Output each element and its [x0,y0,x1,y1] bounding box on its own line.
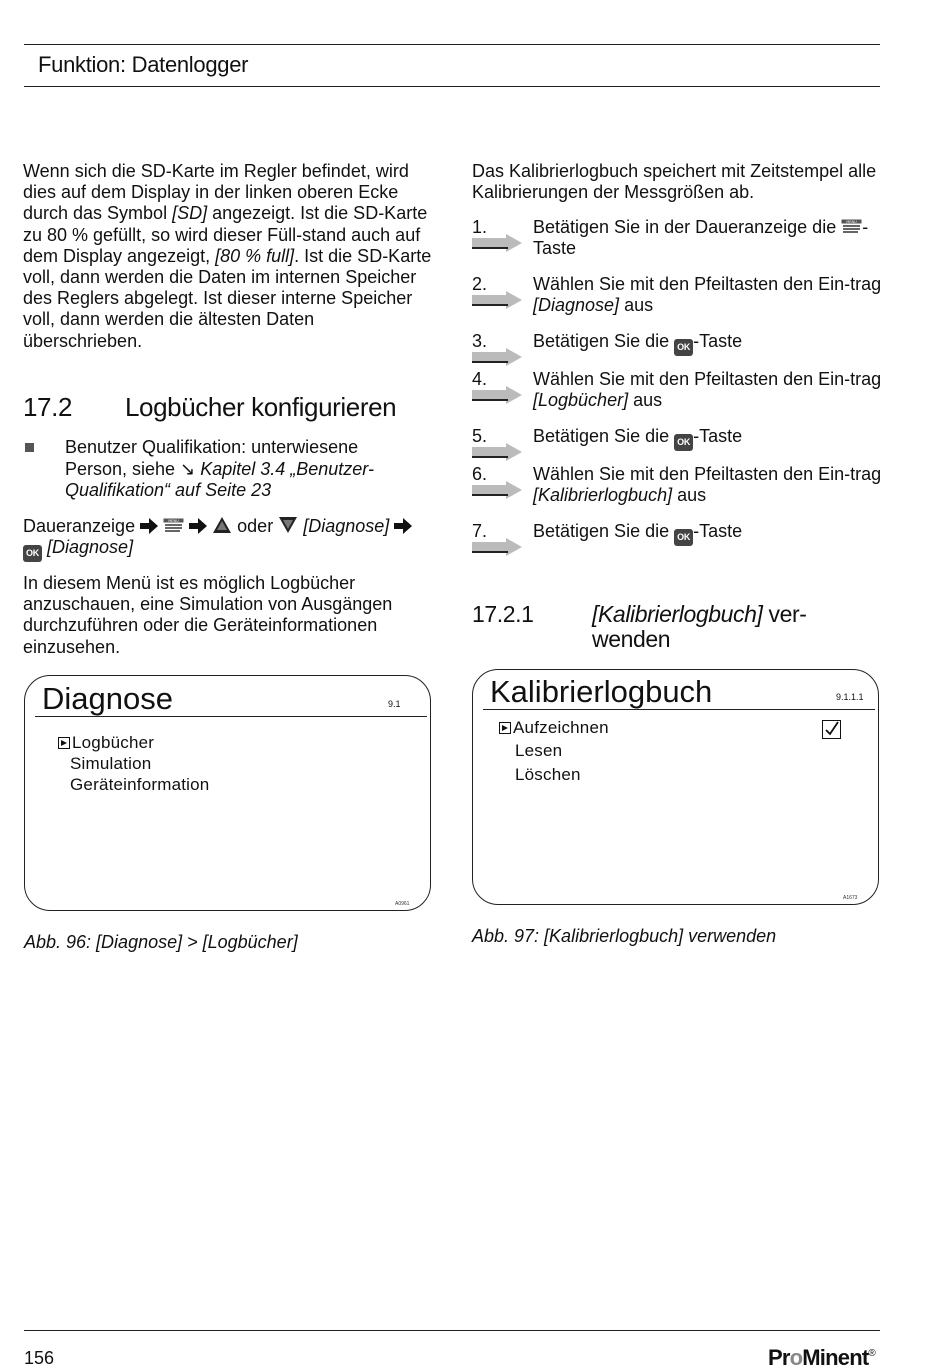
screen-item-aufzeichnen[interactable]: Aufzeichnen [499,718,609,738]
step-number: 5. [472,426,488,446]
screen-item-loeschen[interactable]: Löschen [515,765,581,784]
checked-checkbox-icon[interactable] [822,720,841,739]
bullet-square-icon [25,443,34,452]
step-item [472,274,892,316]
step-number: 2. [472,274,488,294]
arrow-down-key-icon [278,516,298,534]
section-title: Logbücher konfigurieren [125,392,397,422]
section-number: 17.2 [23,392,73,422]
step-item [472,369,892,411]
screen-item-geraeteinformation[interactable]: Geräteinformation [70,775,210,794]
screen-code: 9.1 [388,699,401,709]
screen-title: Diagnose [42,681,173,716]
image-id: A0961 [395,901,410,907]
screen-title-rule [483,709,875,710]
header-bottom-rule [24,86,880,87]
screen-item-logbuecher[interactable]: Logbücher [58,733,154,753]
subsection-heading-17-2-1: 17.2.1 [Kalibrierlogbuch] ver- wenden [472,601,807,652]
step-number: 6. [472,464,488,484]
page-number: 156 [24,1348,55,1368]
arrow-right-icon [394,518,412,534]
step-number: 4. [472,369,488,389]
chapter-link[interactable]: Kapitel 3.4 „Benutzer-Qualifikation“ auf Seite 23 [65,458,374,500]
qualification-label: Benutzer Qualifikation: [65,437,247,457]
ok-key-icon: OK [674,529,693,546]
step-text: Betätigen Sie in der Daueranzeige die MENU -Taste [533,217,869,258]
screen-item-lesen[interactable]: Lesen [515,741,563,760]
step-item [472,217,892,259]
step-text: Betätigen Sie die OK -Taste [533,426,742,451]
step-text: Betätigen Sie die OK -Taste [533,331,742,356]
screen-code: 9.1.1.1 [836,692,864,702]
menu-path: Daueranzeige MENU oder [Diagnose] OK [Diagnose] [23,516,433,562]
selection-marker-icon [58,737,70,749]
intro-paragraph: Wenn sich die SD-Karte im Regler befindet, wird dies auf dem Display in der linken oberen Ecke durch das Symbol [SD] angezeigt. Ist die SD-Karte zu 80 % gefüllt, so wird dieser Füll-stand auch auf dem Display angezeigt, [80 % full]. Ist die SD-Karte voll, dann werden die Daten im internen Speicher des Reglers abgelegt. Ist dieser interne Speicher voll, dann werden die ältesten Daten überschrieben. [23,161,432,351]
figure-caption-96: Abb. 96: [Diagnose] > [Logbücher] [24,932,298,952]
step-item [472,464,892,506]
ok-key-icon: OK [674,339,693,356]
arrow-right-icon [189,518,207,534]
step-number: 7. [472,521,488,541]
screen-title-rule [35,716,427,717]
ok-key-icon: OK [674,434,693,451]
selection-marker-icon [499,722,511,734]
step-text: Wählen Sie mit den Pfeiltasten den Ein-trag [Logbücher] aus [533,369,882,410]
step-item [472,331,892,356]
svg-text:MENU: MENU [168,519,179,523]
step-text: Betätigen Sie die OK -Taste [533,521,742,546]
prominent-logo: ProMinent® [768,1345,876,1369]
menu-key-icon [841,219,862,236]
footer-rule [24,1330,880,1331]
arrow-up-key-icon [212,516,232,534]
svg-text:MENU: MENU [846,220,857,224]
screen-item-simulation[interactable]: Simulation [70,754,152,773]
ok-key-icon: OK [23,545,42,562]
header-title: Funktion: Datenlogger [38,52,249,77]
link-arrow-icon: ↘ [180,458,196,479]
qualification-bullet: Benutzer Qualifikation: unterwiesene Person, siehe ↘ Kapitel 3.4 „Benutzer-Qualifikation“ auf Seite 23 [25,437,425,502]
menu-description: In diesem Menü ist es möglich Logbücher anzuschauen, eine Simulation von Ausgängen durchzuführen oder die Geräteinformationen einzusehen. [23,573,393,657]
step-number: 3. [472,331,488,351]
header-top-rule [24,44,880,45]
section-heading-17-2 [23,392,396,423]
menu-key-icon [163,518,184,535]
kalibrierlogbuch-screen [472,669,879,905]
image-id: A1673 [843,895,858,901]
figure-caption-97: Abb. 97: [Kalibrierlogbuch] verwenden [472,926,777,946]
step-number: 1. [472,217,488,237]
step-item [472,521,892,546]
screen-title: Kalibrierlogbuch [490,674,713,709]
subsection-number: 17.2.1 [472,601,534,627]
diagnose-screen [24,675,431,911]
step-item [472,426,892,451]
calibration-log-intro: Das Kalibrierlogbuch speichert mit Zeitstempel alle Kalibrierungen der Messgrößen ab. [472,161,877,203]
step-text: Wählen Sie mit den Pfeiltasten den Ein-trag [Diagnose] aus [533,274,882,315]
arrow-right-icon [140,518,158,534]
step-text: Wählen Sie mit den Pfeiltasten den Ein-trag [Kalibrierlogbuch] aus [533,464,882,505]
